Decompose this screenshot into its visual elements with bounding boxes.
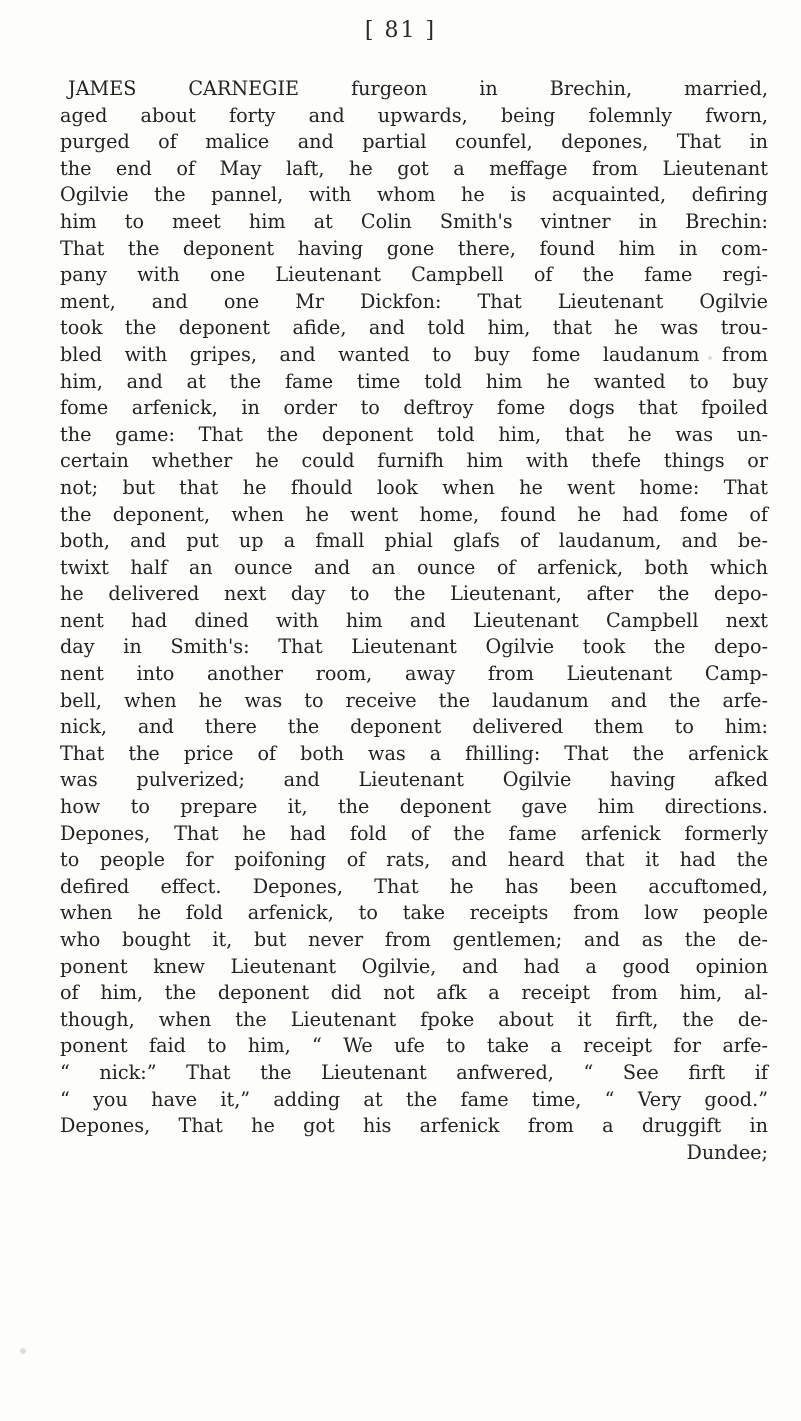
text-line: Dundee; [686,1140,768,1164]
text-line: though, when the Lieutenant fpoke about it firft, the de- [60,1007,768,1031]
text-line: That the deponent having gone there, found him in com- [60,236,768,260]
text-line: him to meet him at Colin Smith's vintner in Brechin: [60,209,768,233]
text-line: nick, and there the deponent delivered them to him: [60,715,768,739]
page-body-text [60,76,768,1166]
text-line: “ nick:” That the Lieutenant anfwered, “ See firft if [60,1060,768,1084]
text-line: how to prepare it, the deponent gave him directions. [60,795,768,819]
text-line: to people for poifoning of rats, and heard that it had the [60,848,768,872]
text-line: him, and at the fame time told him he wanted to buy [60,369,768,393]
paper-spot [708,356,712,360]
text-line: certain whether he could furnifh him with thefe things or [60,449,768,473]
text-line: bell, when he was to receive the laudanum and the arfe- [60,688,768,712]
text-line: day in Smith's: That Lieutenant Ogilvie took the depo- [60,635,768,659]
text-line: Ogilvie the pannel, with whom he is acquainted, defiring [60,183,768,207]
page-number: [ 81 ] [364,18,437,43]
paper-spot [20,1348,26,1354]
text-line: not; but that he fhould look when he went home: That [60,475,768,499]
text-line: twixt half an ounce and an ounce of arfenick, both which [60,555,768,579]
text-line: ponent knew Lieutenant Ogilvie, and had a good opinion [60,954,768,978]
text-line: who bought it, but never from gentlemen; and as the de- [60,928,768,951]
text-line: ment, and one Mr Dickfon: That Lieutenant Ogilvie [60,289,768,313]
text-line: pany with one Lieutenant Campbell of the fame regi- [60,263,768,287]
text-line: fome arfenick, in order to deftroy fome dogs that fpoiled [60,396,768,420]
text-line: defired effect. Depones, That he has been accuftomed, [60,874,768,898]
text-line: “ you have it,” adding at the fame time, “ Very good.” [60,1087,768,1111]
text-line: nent into another room, away from Lieutenant Camp- [60,662,768,686]
text-line: of him, the deponent did not afk a receipt from him, al- [60,981,768,1005]
text-line: nent had dined with him and Lieutenant Campbell next [60,608,768,632]
text-line: aged about forty and upwards, being folemnly fworn, [60,103,768,127]
text-line: ponent faid to him, “ We ufe to take a receipt for arfe- [60,1034,768,1058]
text-line: he delivered next day to the Lieutenant, after the depo- [60,582,768,606]
text-line: JAMES CARNEGIE furgeon in Brechin, married, [68,77,768,100]
text-line: the game: That the deponent told him, that he was un- [60,422,768,446]
text-line: when he fold arfenick, to take receipts from low people [60,901,768,925]
text-line: took the deponent afide, and told him, that he was trou- [60,316,768,340]
text-line: Depones, That he got his arfenick from a druggift in [60,1114,768,1138]
text-line: the end of May laft, he got a meffage from Lieutenant [60,156,768,180]
text-line: was pulverized; and Lieutenant Ogilvie having afked [60,768,768,792]
text-line: both, and put up a fmall phial glafs of laudanum, and be- [60,529,768,553]
text-line: the deponent, when he went home, found he had fome of [60,502,768,526]
text-line: bled with gripes, and wanted to buy fome laudanum from [60,342,768,366]
text-line: That the price of both was a fhilling: That the arfenick [60,741,768,765]
text-line: purged of malice and partial counfel, depones, That in [60,130,768,154]
text-line: Depones, That he had fold of the fame arfenick formerly [60,821,768,845]
